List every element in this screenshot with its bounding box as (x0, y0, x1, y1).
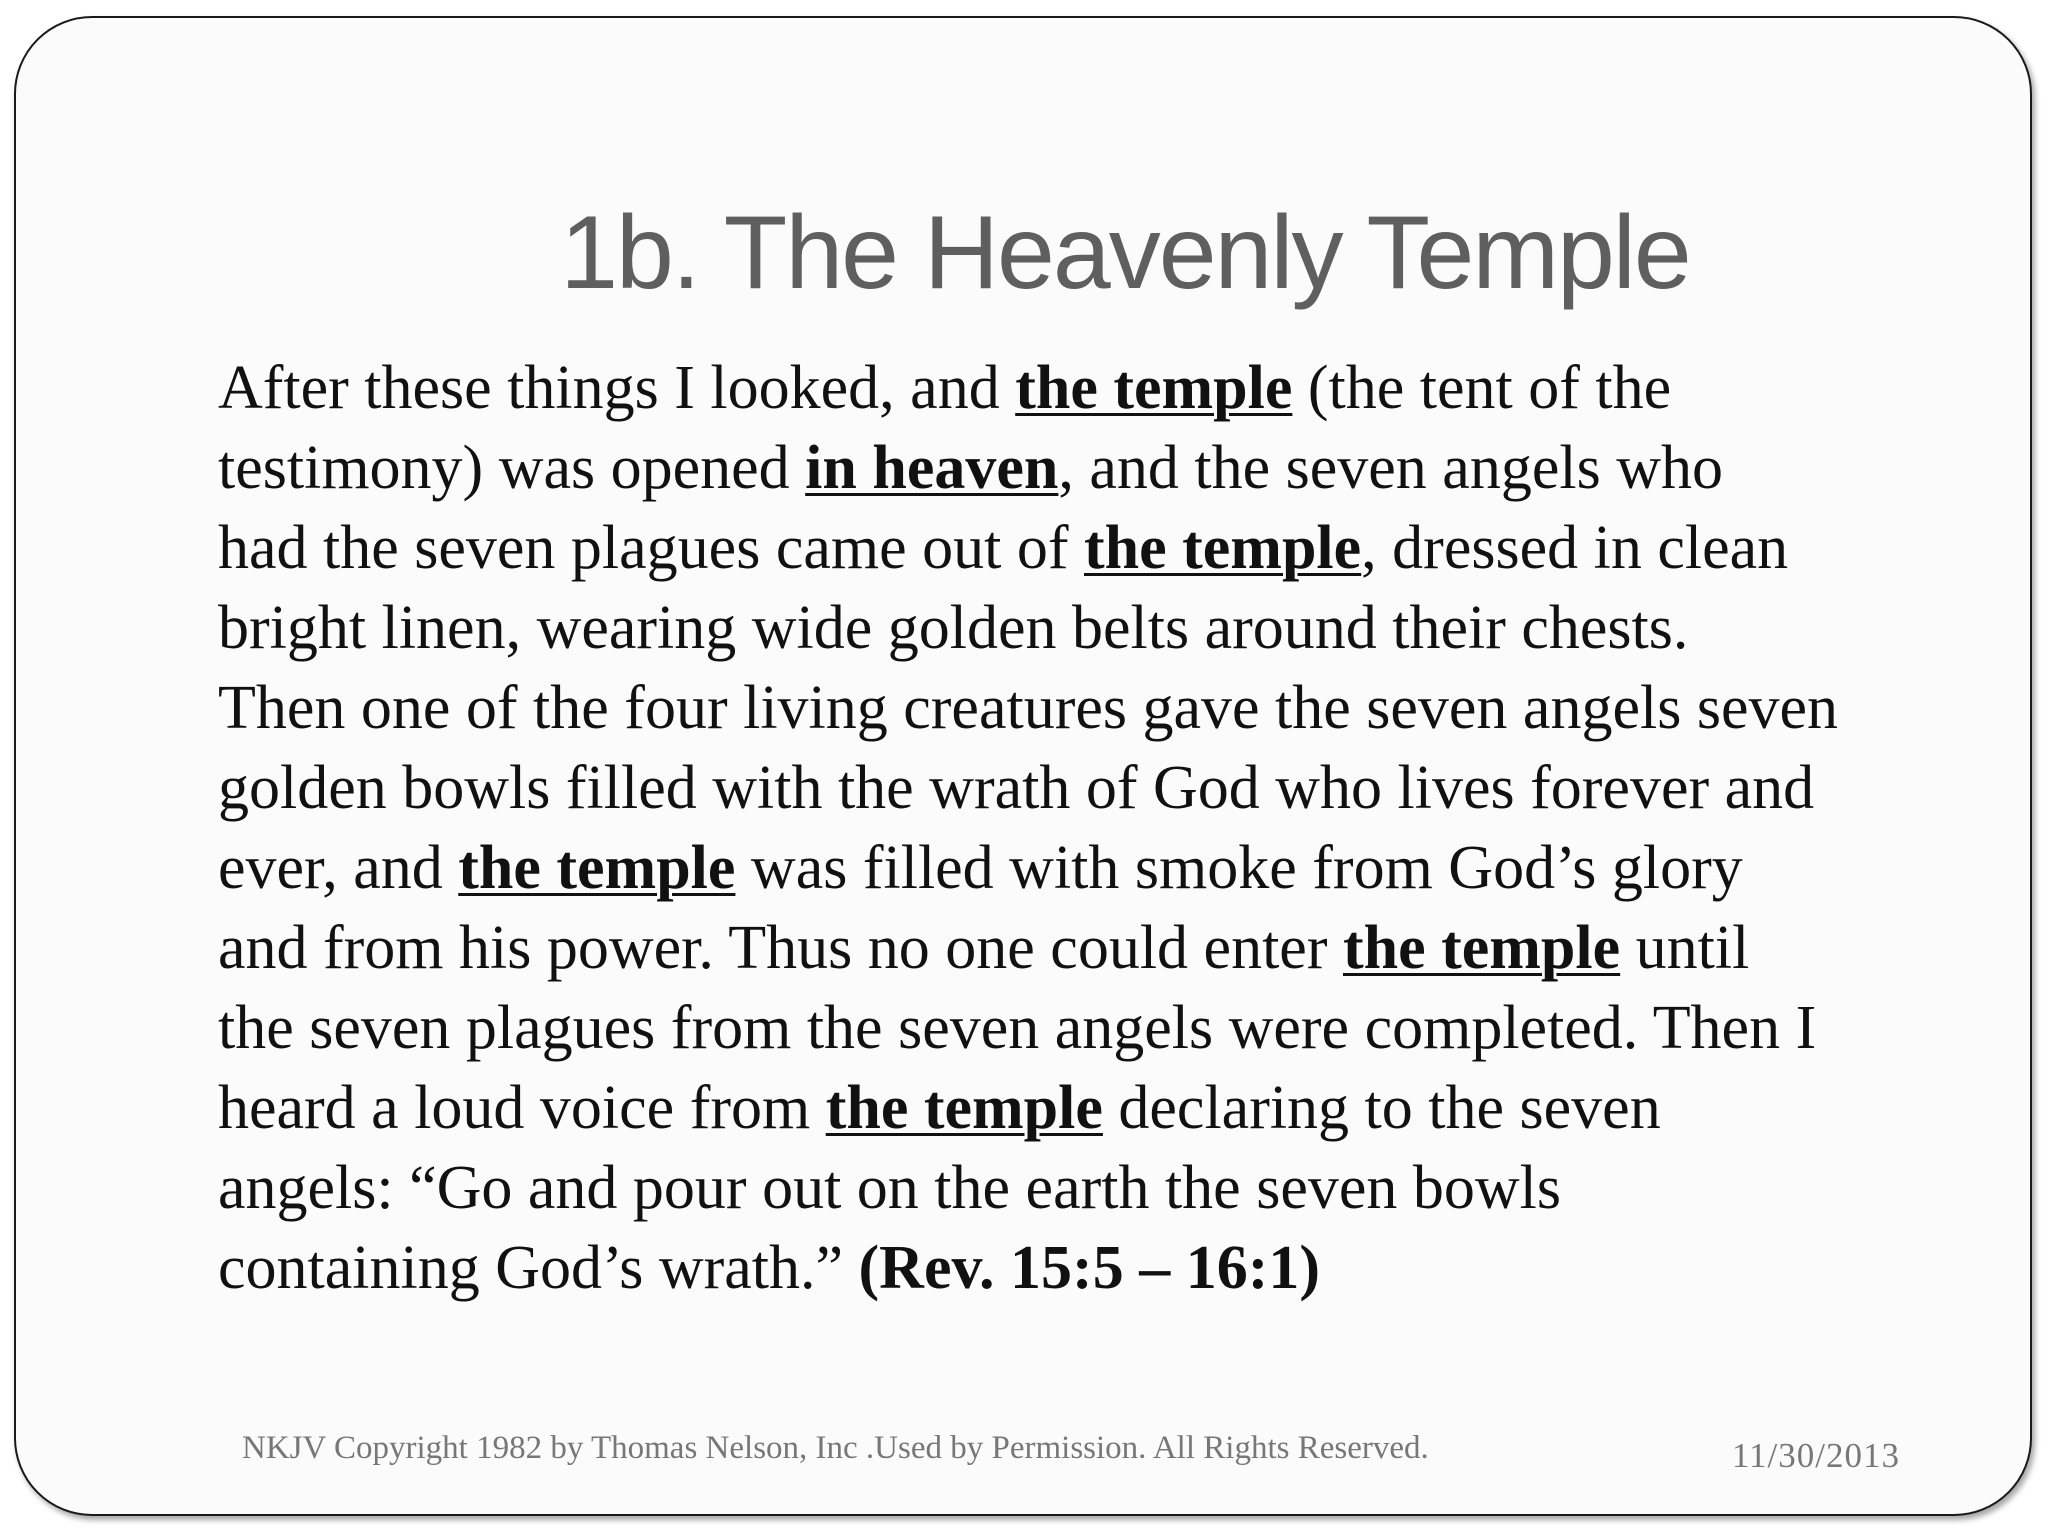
slide-date: 11/30/2013 (1731, 1436, 1900, 1475)
passage-line (218, 1068, 1958, 1148)
passage-line (218, 748, 1958, 828)
passage-text: heard a loud voice from (218, 1074, 826, 1142)
passage-text: , dressed in clean (1361, 514, 1789, 582)
passage-text: until (1620, 914, 1750, 982)
passage-line (218, 1148, 1958, 1228)
passage-line (218, 668, 1958, 748)
passage-text: angels: “Go and pour out on the earth the seven bowls (218, 1154, 1561, 1222)
emphasized-phrase: the temple (825, 1074, 1103, 1142)
copyright-footer: NKJV Copyright 1982 by Thomas Nelson, Inc .Used by Permission. All Rights Reserved. (242, 1430, 1429, 1466)
passage-line (218, 348, 1958, 428)
passage-text: (the tent of the (1292, 354, 1672, 422)
passage-line (218, 988, 1958, 1068)
passage-text: ever, and (218, 834, 459, 902)
emphasized-phrase: the temple (1015, 354, 1293, 422)
passage-text: bright linen, wearing wide golden belts around their chests. (218, 594, 1689, 662)
passage-line (218, 828, 1958, 908)
passage-text: Then one of the four living creatures gave the seven angels seven (218, 674, 1838, 742)
passage-line (218, 908, 1958, 988)
passage-text: containing God’s wrath.” (218, 1234, 859, 1302)
passage-text: testimony) was opened (218, 434, 806, 502)
passage-text: had the seven plagues came out of (218, 514, 1084, 582)
emphasized-phrase: in heaven (805, 434, 1059, 502)
emphasized-phrase: the temple (458, 834, 736, 902)
scripture-passage (218, 348, 1958, 1308)
slide-title: 1b. The Heavenly Temple (560, 195, 1690, 311)
passage-text: the seven plagues from the seven angels were completed. Then I (218, 994, 1817, 1062)
passage-line (218, 508, 1958, 588)
emphasized-phrase: the temple (1342, 914, 1621, 982)
passage-text: was filled with smoke from God’s glory (735, 834, 1743, 902)
passage-line (218, 428, 1958, 508)
passage-text: and from his power. Thus no one could enter (218, 914, 1343, 982)
passage-text: declaring to the seven (1102, 1074, 1661, 1142)
emphasized-phrase: the temple (1083, 514, 1362, 582)
passage-line (218, 1228, 1958, 1308)
slide-frame (14, 16, 2032, 1516)
passage-line (218, 588, 1958, 668)
scripture-reference: (Rev. 15:5 – 16:1) (858, 1234, 1320, 1302)
passage-text: After these things I looked, and (218, 354, 1016, 422)
passage-text: golden bowls filled with the wrath of God who lives forever and (218, 754, 1815, 822)
passage-text: , and the seven angels who (1058, 434, 1723, 502)
